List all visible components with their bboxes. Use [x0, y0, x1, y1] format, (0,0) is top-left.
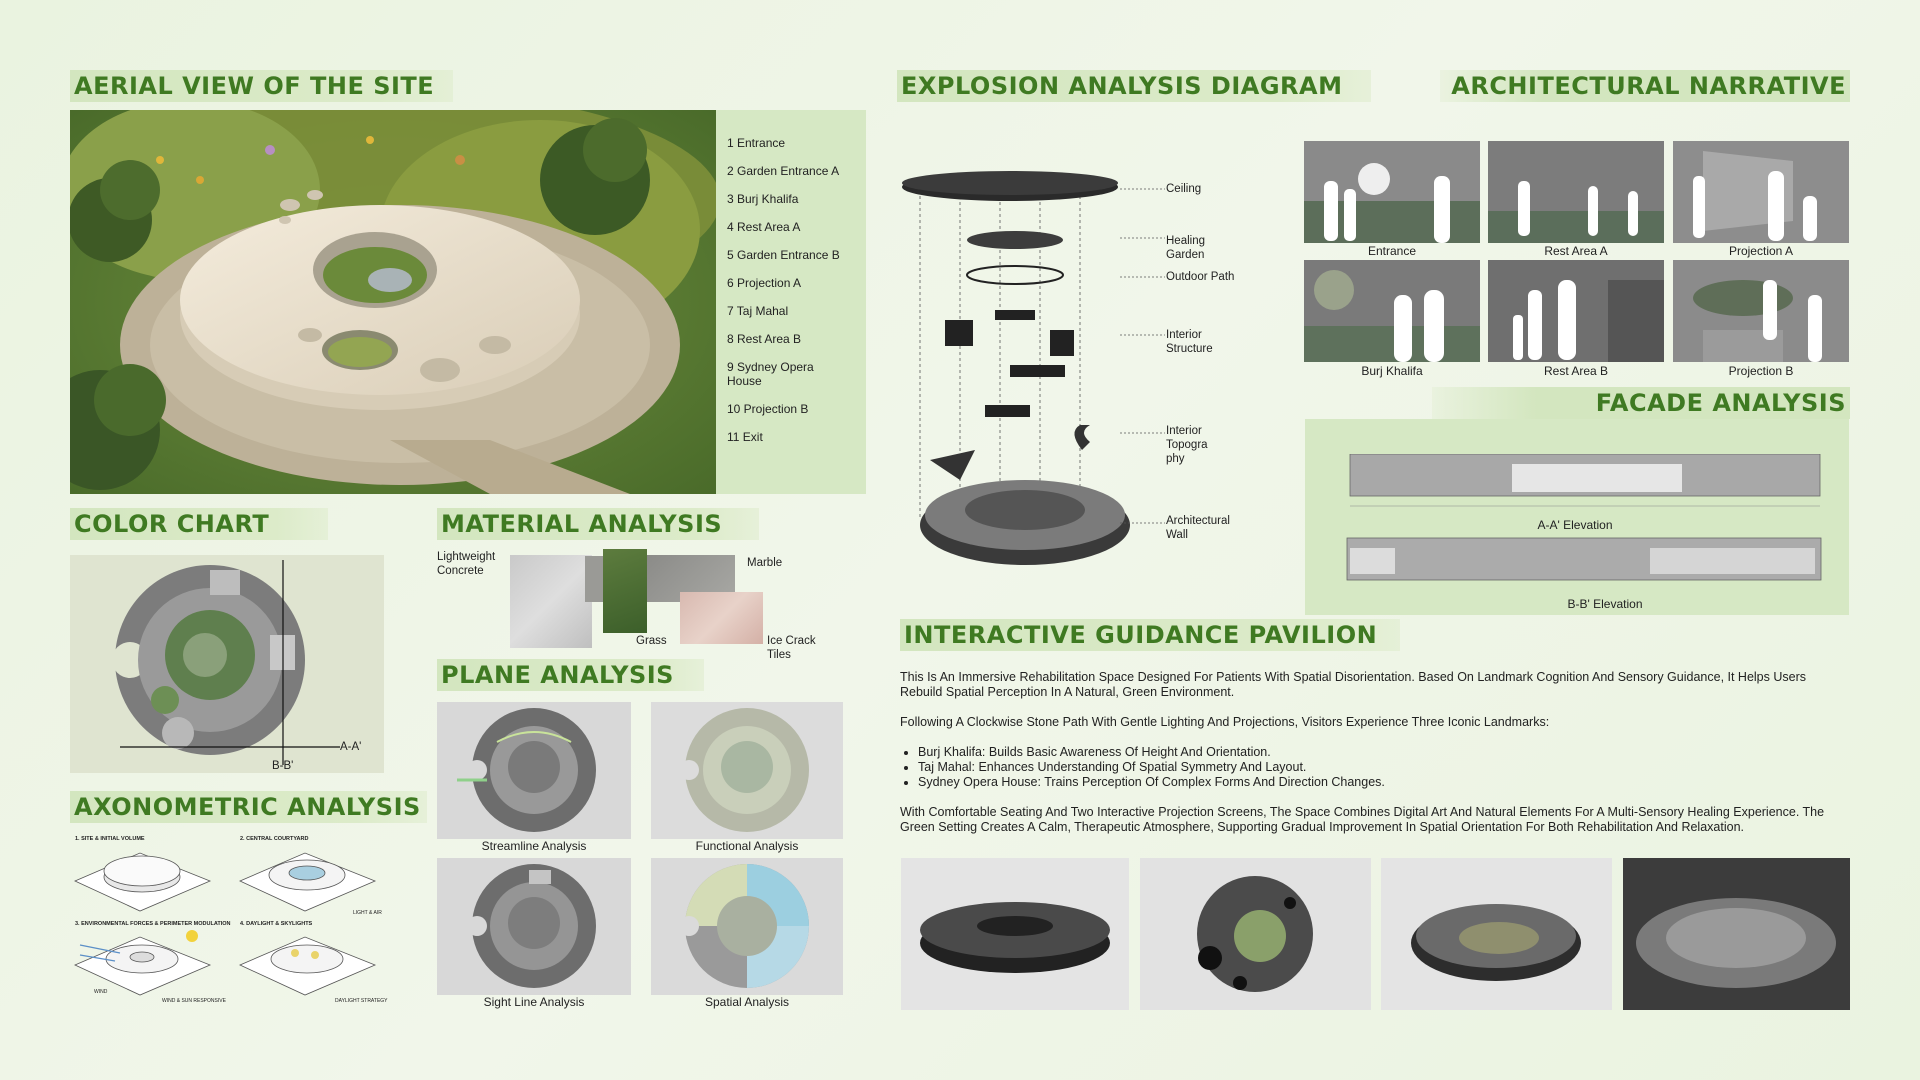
- site-legend-item: 8 Rest Area B: [727, 332, 802, 346]
- sketch-projection-a: [1673, 141, 1849, 243]
- plane-analysis-title: PLANE ANALYSIS: [437, 659, 704, 691]
- material-grass-label: Grass: [636, 635, 667, 647]
- pavilion-paragraph: This Is An Immersive Rehabilitation Space Designed For Patients With Spatial Disorientation. Based On Landmark Cognition And Sensory Guidance, It Helps Users Rebuild Spatial Perception In A Natural, Green Environment.: [900, 670, 1806, 699]
- tiles-swatch: [680, 592, 763, 644]
- explosion-label-ceiling: Ceiling: [1166, 183, 1202, 195]
- axis-a-label: A-A': [340, 741, 362, 753]
- sketch-rest-area-b: [1488, 260, 1664, 362]
- site-legend-item: 10 Projection B: [727, 402, 809, 416]
- explosion-label-path: Outdoor Path: [1166, 271, 1235, 283]
- site-legend-item: 5 Garden Entrance B: [727, 248, 840, 262]
- axo-label: 2. CENTRAL COURTYARD: [240, 836, 309, 842]
- grass-swatch: [603, 549, 647, 633]
- explosion-label-wall: Architectural Wall: [1166, 515, 1230, 541]
- sketch-entrance: [1304, 141, 1480, 243]
- spatial-caption: Spatial Analysis: [704, 995, 790, 1009]
- material-tiles-label: Ice Crack Tiles: [767, 635, 816, 661]
- streamline-caption: Streamline Analysis: [481, 839, 587, 853]
- explosion-leader-lines: [1120, 180, 1170, 540]
- aerial-view-title: AERIAL VIEW OF THE SITE: [70, 70, 453, 102]
- narrative-caption: Projection A: [1728, 244, 1794, 258]
- explosion-label-garden: Healing Garden: [1166, 235, 1205, 261]
- explosion-analysis-title: EXPLOSION ANALYSIS DIAGRAM: [897, 70, 1371, 102]
- render-massing: [901, 858, 1129, 1010]
- site-legend-item: 2 Garden Entrance A: [727, 164, 840, 178]
- material-concrete-label: Lightweight Concrete: [437, 551, 496, 577]
- color-chart-plan: [70, 555, 384, 773]
- axo-label: DAYLIGHT STRATEGY: [335, 998, 388, 1004]
- pavilion-paragraph: Following A Clockwise Stone Path With Gentle Lighting And Projections, Visitors Experience Three Iconic Landmarks:: [900, 715, 1550, 729]
- axo-label: LIGHT & AIR: [353, 910, 382, 916]
- render-perspective: [1623, 858, 1850, 1010]
- architectural-narrative-title: ARCHITECTURAL NARRATIVE: [1440, 70, 1850, 102]
- sketch-burj-khalifa: [1304, 260, 1480, 362]
- spatial-analysis-plan: [651, 858, 843, 995]
- landmark-item: • Sydney Opera House: Trains Perception Of Complex Forms And Direction Changes.: [918, 775, 1850, 790]
- functional-caption: Functional Analysis: [695, 839, 799, 853]
- color-chart-title: COLOR CHART: [70, 508, 328, 540]
- functional-analysis-plan: [651, 702, 843, 839]
- site-legend-panel: [716, 110, 866, 494]
- sight-line-caption: Sight Line Analysis: [483, 995, 585, 1009]
- sketch-projection-b: [1673, 260, 1849, 362]
- sight-line-analysis-plan: [437, 858, 631, 995]
- streamline-analysis-plan: [437, 702, 631, 839]
- site-legend-item: 6 Projection A: [727, 276, 802, 290]
- landmark-list: [900, 745, 1850, 790]
- axis-b-label: B-B': [272, 760, 294, 772]
- concrete-swatch: [510, 555, 592, 648]
- pavilion-paragraph: With Comfortable Seating And Two Interactive Projection Screens, The Space Combines Digital Art And Natural Elements For A Multi-Sensory Healing Experience. The Green Setting Creates A Calm, Therapeutic Atmosphere, Supporting Gradual Improvement In Spatial Orientation For Both Rehabilitation And Relaxation.: [900, 805, 1825, 834]
- axo-label: 3. ENVIRONMENTAL FORCES & PERIMETER MODULATION: [75, 921, 231, 927]
- narrative-caption: Burj Khalifa: [1361, 364, 1423, 378]
- narrative-caption: Entrance: [1367, 244, 1417, 258]
- elevation-a-caption: A-A' Elevation: [1537, 518, 1613, 532]
- explosion-diagram: [900, 160, 1130, 590]
- site-legend-item: 1 Entrance: [727, 136, 786, 150]
- sketch-rest-area-a: [1488, 141, 1664, 243]
- explosion-label-structure: Interior Structure: [1166, 329, 1213, 355]
- elevation-b-caption: B-B' Elevation: [1567, 597, 1643, 611]
- axo-label: 4. DAYLIGHT & SKYLIGHTS: [240, 921, 313, 927]
- site-legend-item: 4 Rest Area A: [727, 220, 801, 234]
- material-analysis-title: MATERIAL ANALYSIS: [437, 508, 759, 540]
- narrative-caption: Rest Area B: [1543, 364, 1609, 378]
- axo-label: 1. SITE & INITIAL VOLUME: [75, 836, 145, 842]
- axonometric-analysis-title: AXONOMETRIC ANALYSIS: [70, 791, 427, 823]
- narrative-caption: Rest Area A: [1544, 244, 1608, 258]
- site-legend-item: 7 Taj Mahal: [727, 304, 789, 318]
- render-plan-view: [1140, 858, 1371, 1010]
- axo-label: WIND & SUN RESPONSIVE: [162, 998, 226, 1004]
- landmark-item: • Burj Khalifa: Builds Basic Awareness Of Height And Orientation.: [918, 745, 1850, 760]
- narrative-caption: Projection B: [1728, 364, 1794, 378]
- site-legend-item: 9 Sydney Opera House: [727, 360, 814, 388]
- facade-analysis-title: FACADE ANALYSIS: [1432, 387, 1850, 419]
- pavilion-description: [900, 670, 1850, 835]
- site-legend-item: 3 Burj Khalifa: [727, 192, 799, 206]
- render-section-model: [1381, 858, 1612, 1010]
- site-legend-item: 11 Exit: [727, 430, 763, 444]
- interactive-pavilion-title: INTERACTIVE GUIDANCE PAVILION: [900, 619, 1400, 651]
- landmark-item: • Taj Mahal: Enhances Understanding Of Spatial Symmetry And Layout.: [918, 760, 1850, 775]
- explosion-label-topography: Interior Topogra phy: [1166, 425, 1208, 465]
- aerial-render: [70, 110, 716, 494]
- axo-label: WIND: [94, 989, 108, 995]
- facade-panel: [1305, 419, 1849, 615]
- material-marble-label: Marble: [747, 557, 783, 569]
- axonometric-diagrams: [70, 835, 390, 1010]
